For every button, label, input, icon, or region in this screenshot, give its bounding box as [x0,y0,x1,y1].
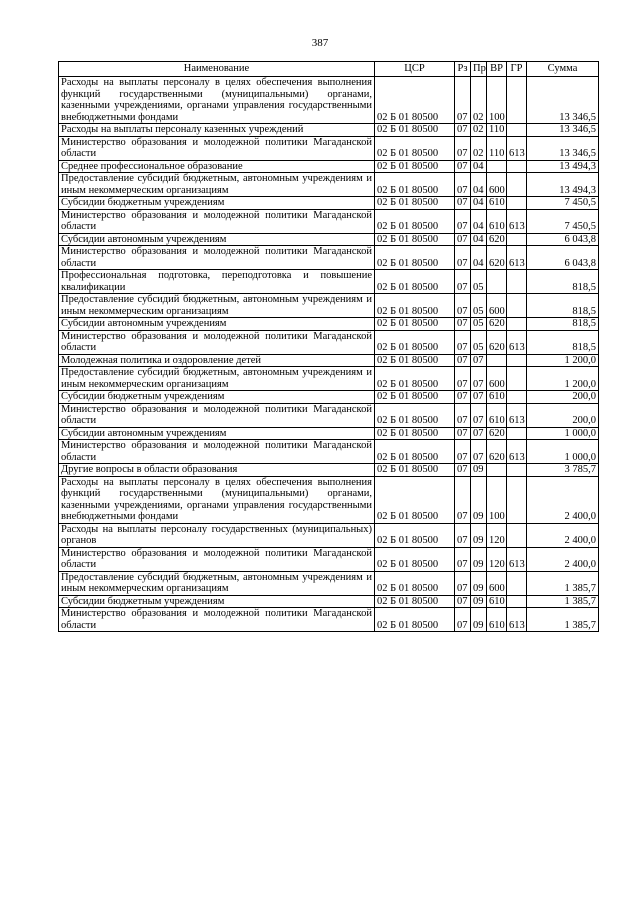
cell-csr: 02 Б 01 80500 [375,391,455,404]
cell-vr [487,270,507,294]
cell-vr: 600 [487,294,507,318]
cell-csr: 02 Б 01 80500 [375,464,455,477]
cell-pr: 04 [471,246,487,270]
cell-pr: 09 [471,595,487,608]
cell-pr: 09 [471,571,487,595]
cell-sum: 818,5 [527,318,599,331]
cell-vr: 610 [487,197,507,210]
cell-rz: 07 [455,318,471,331]
cell-pr: 07 [471,440,487,464]
cell-sum: 818,5 [527,294,599,318]
cell-name: Субсидии бюджетным учреждениям [59,595,375,608]
cell-name: Субсидии бюджетным учреждениям [59,391,375,404]
cell-gr: 613 [507,246,527,270]
cell-rz: 07 [455,197,471,210]
table-row [59,571,599,595]
cell-name: Молодежная политика и оздоровление детей [59,354,375,367]
cell-name: Предоставление субсидий бюджетным, автономным учреждениям и иным некоммерческим организациям [59,173,375,197]
header-vr: ВР [487,62,507,77]
cell-name: Расходы на выплаты персоналу в целях обеспечения выполнения функций государственными (муниципальными) органами, казенными учреждениями, органами управления государственными внебюджетными фондами [59,77,375,124]
cell-gr: 613 [507,403,527,427]
cell-name: Расходы на выплаты персоналу казенных учреждений [59,124,375,137]
cell-pr: 04 [471,209,487,233]
cell-csr: 02 Б 01 80500 [375,160,455,173]
cell-gr [507,595,527,608]
cell-sum: 1 000,0 [527,440,599,464]
cell-sum: 6 043,8 [527,246,599,270]
cell-csr: 02 Б 01 80500 [375,294,455,318]
cell-csr: 02 Б 01 80500 [375,367,455,391]
cell-rz: 07 [455,160,471,173]
cell-name: Субсидии автономным учреждениям [59,233,375,246]
cell-vr: 120 [487,547,507,571]
cell-sum: 13 494,3 [527,173,599,197]
cell-csr: 02 Б 01 80500 [375,136,455,160]
cell-vr [487,160,507,173]
cell-vr: 620 [487,330,507,354]
cell-rz: 07 [455,124,471,137]
table-row [59,270,599,294]
cell-rz: 07 [455,77,471,124]
cell-rz: 07 [455,608,471,632]
cell-sum: 13 346,5 [527,124,599,137]
cell-pr: 07 [471,427,487,440]
cell-csr: 02 Б 01 80500 [375,571,455,595]
cell-gr [507,571,527,595]
table-row [59,77,599,124]
cell-csr: 02 Б 01 80500 [375,124,455,137]
table-row [59,367,599,391]
cell-sum: 1 200,0 [527,354,599,367]
cell-name: Расходы на выплаты персоналу в целях обеспечения выполнения функций государственными (муниципальными) органами, казенными учреждениями, органами управления государственными внебюджетными фондами [59,476,375,523]
table-row [59,608,599,632]
table-row [59,318,599,331]
cell-csr: 02 Б 01 80500 [375,233,455,246]
table-body [59,77,599,632]
table-row [59,354,599,367]
cell-vr: 100 [487,476,507,523]
cell-vr: 620 [487,233,507,246]
table-row [59,403,599,427]
cell-gr [507,197,527,210]
cell-gr [507,233,527,246]
cell-pr: 09 [471,547,487,571]
page-number: 387 [311,37,329,49]
cell-sum: 1 385,7 [527,608,599,632]
cell-csr: 02 Б 01 80500 [375,330,455,354]
cell-csr: 02 Б 01 80500 [375,246,455,270]
table-row [59,173,599,197]
cell-rz: 07 [455,476,471,523]
cell-csr: 02 Б 01 80500 [375,77,455,124]
cell-csr: 02 Б 01 80500 [375,209,455,233]
cell-csr: 02 Б 01 80500 [375,595,455,608]
cell-csr: 02 Б 01 80500 [375,318,455,331]
cell-name: Предоставление субсидий бюджетным, автономным учреждениям и иным некоммерческим организациям [59,367,375,391]
header-rz: Рз [455,62,471,77]
cell-rz: 07 [455,330,471,354]
cell-gr: 613 [507,209,527,233]
cell-pr: 09 [471,464,487,477]
table-row [59,233,599,246]
cell-vr: 610 [487,608,507,632]
cell-csr: 02 Б 01 80500 [375,440,455,464]
cell-sum: 6 043,8 [527,233,599,246]
cell-gr [507,464,527,477]
cell-rz: 07 [455,209,471,233]
cell-csr: 02 Б 01 80500 [375,173,455,197]
table-header-row [59,62,599,77]
table-row [59,427,599,440]
cell-pr: 05 [471,318,487,331]
table-row [59,595,599,608]
cell-pr: 09 [471,476,487,523]
cell-pr: 04 [471,160,487,173]
cell-gr [507,294,527,318]
table-row [59,124,599,137]
cell-name: Предоставление субсидий бюджетным, автономным учреждениям и иным некоммерческим организациям [59,571,375,595]
cell-sum: 13 346,5 [527,77,599,124]
cell-name: Субсидии бюджетным учреждениям [59,197,375,210]
cell-sum: 7 450,5 [527,209,599,233]
cell-gr [507,270,527,294]
cell-name: Расходы на выплаты персоналу государственных (муниципальных) органов [59,523,375,547]
cell-gr [507,77,527,124]
cell-pr: 02 [471,124,487,137]
cell-rz: 07 [455,595,471,608]
cell-sum: 13 346,5 [527,136,599,160]
cell-gr [507,124,527,137]
cell-rz: 07 [455,403,471,427]
cell-name: Субсидии автономным учреждениям [59,427,375,440]
table-row [59,197,599,210]
cell-pr: 09 [471,608,487,632]
cell-rz: 07 [455,547,471,571]
cell-name: Министерство образования и молодежной политики Магаданской области [59,547,375,571]
header-sum: Сумма [527,62,599,77]
table-row [59,547,599,571]
cell-rz: 07 [455,246,471,270]
cell-name: Профессиональная подготовка, переподготовка и повышение квалификации [59,270,375,294]
cell-sum: 2 400,0 [527,547,599,571]
cell-pr: 04 [471,173,487,197]
cell-rz: 07 [455,440,471,464]
cell-sum: 2 400,0 [527,523,599,547]
cell-sum: 2 400,0 [527,476,599,523]
cell-vr: 110 [487,136,507,160]
table-row [59,160,599,173]
cell-gr [507,173,527,197]
cell-sum: 1 000,0 [527,427,599,440]
table-row [59,464,599,477]
table-row [59,246,599,270]
cell-gr [507,160,527,173]
cell-gr: 613 [507,547,527,571]
cell-rz: 07 [455,173,471,197]
cell-name: Министерство образования и молодежной политики Магаданской области [59,209,375,233]
cell-name: Субсидии автономным учреждениям [59,318,375,331]
cell-name: Министерство образования и молодежной политики Магаданской области [59,246,375,270]
cell-csr: 02 Б 01 80500 [375,608,455,632]
cell-csr: 02 Б 01 80500 [375,427,455,440]
cell-name: Министерство образования и молодежной политики Магаданской области [59,403,375,427]
cell-csr: 02 Б 01 80500 [375,547,455,571]
cell-vr: 600 [487,571,507,595]
cell-vr: 110 [487,124,507,137]
cell-name: Предоставление субсидий бюджетным, автономным учреждениям и иным некоммерческим организациям [59,294,375,318]
cell-rz: 07 [455,233,471,246]
cell-pr: 04 [471,197,487,210]
cell-csr: 02 Б 01 80500 [375,197,455,210]
cell-pr: 07 [471,354,487,367]
cell-rz: 07 [455,270,471,294]
cell-rz: 07 [455,571,471,595]
cell-csr: 02 Б 01 80500 [375,270,455,294]
cell-rz: 07 [455,136,471,160]
cell-rz: 07 [455,354,471,367]
cell-vr: 620 [487,440,507,464]
cell-gr [507,318,527,331]
cell-pr: 07 [471,367,487,391]
cell-rz: 07 [455,294,471,318]
cell-vr: 600 [487,173,507,197]
cell-name: Среднее профессиональное образование [59,160,375,173]
cell-vr: 610 [487,209,507,233]
cell-gr [507,391,527,404]
cell-sum: 818,5 [527,330,599,354]
cell-pr: 02 [471,136,487,160]
cell-name: Министерство образования и молодежной политики Магаданской области [59,608,375,632]
cell-vr: 620 [487,318,507,331]
cell-csr: 02 Б 01 80500 [375,476,455,523]
cell-vr: 100 [487,77,507,124]
cell-sum: 818,5 [527,270,599,294]
cell-csr: 02 Б 01 80500 [375,403,455,427]
cell-rz: 07 [455,367,471,391]
cell-vr: 610 [487,391,507,404]
table-row [59,209,599,233]
cell-vr: 620 [487,246,507,270]
cell-rz: 07 [455,464,471,477]
cell-name: Другие вопросы в области образования [59,464,375,477]
cell-name: Министерство образования и молодежной политики Магаданской области [59,136,375,160]
cell-vr: 620 [487,427,507,440]
cell-pr: 07 [471,391,487,404]
cell-vr: 610 [487,595,507,608]
cell-rz: 07 [455,523,471,547]
cell-pr: 05 [471,294,487,318]
cell-csr: 02 Б 01 80500 [375,523,455,547]
cell-gr [507,367,527,391]
cell-pr: 04 [471,233,487,246]
cell-gr: 613 [507,330,527,354]
cell-sum: 7 450,5 [527,197,599,210]
header-gr: ГР [507,62,527,77]
cell-vr: 610 [487,403,507,427]
cell-rz: 07 [455,391,471,404]
cell-vr: 600 [487,367,507,391]
cell-vr [487,354,507,367]
cell-vr: 120 [487,523,507,547]
cell-gr [507,427,527,440]
cell-pr: 05 [471,330,487,354]
header-name: Наименование [59,62,375,77]
table-row [59,440,599,464]
cell-name: Министерство образования и молодежной политики Магаданской области [59,330,375,354]
table-row [59,476,599,523]
cell-sum: 13 494,3 [527,160,599,173]
cell-gr: 613 [507,608,527,632]
cell-sum: 1 385,7 [527,571,599,595]
cell-name: Министерство образования и молодежной политики Магаданской области [59,440,375,464]
table-row [59,136,599,160]
cell-gr: 613 [507,440,527,464]
cell-sum: 1 385,7 [527,595,599,608]
cell-sum: 200,0 [527,391,599,404]
cell-vr [487,464,507,477]
cell-rz: 07 [455,427,471,440]
header-csr: ЦСР [375,62,455,77]
cell-pr: 09 [471,523,487,547]
cell-gr [507,523,527,547]
cell-gr: 613 [507,136,527,160]
table-row [59,523,599,547]
table-row [59,294,599,318]
table-row [59,330,599,354]
cell-gr [507,354,527,367]
cell-sum: 1 200,0 [527,367,599,391]
cell-sum: 200,0 [527,403,599,427]
budget-table [58,61,599,632]
cell-pr: 05 [471,270,487,294]
cell-sum: 3 785,7 [527,464,599,477]
cell-pr: 02 [471,77,487,124]
cell-gr [507,476,527,523]
table-row [59,391,599,404]
cell-csr: 02 Б 01 80500 [375,354,455,367]
header-pr: Пр [471,62,487,77]
cell-pr: 07 [471,403,487,427]
